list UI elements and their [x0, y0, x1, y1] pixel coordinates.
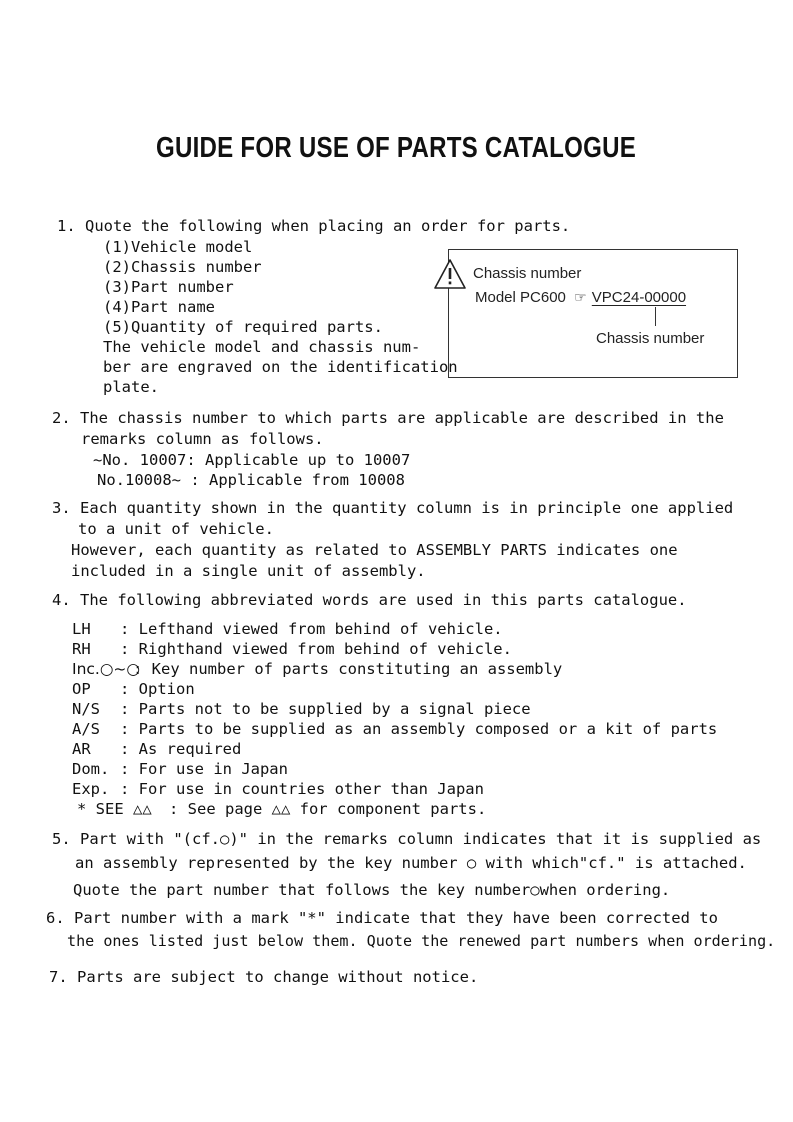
- list-item: [72, 739, 717, 759]
- pointing-hand-icon: ☞: [574, 290, 587, 306]
- abbrev-key: N/S: [72, 700, 100, 718]
- item-3-line-2: to a unit of vehicle.: [78, 520, 274, 538]
- plate-model-line: [475, 289, 686, 306]
- abbrev-desc: : For use in countries other than Japan: [120, 780, 484, 798]
- note-line: plate.: [103, 378, 159, 396]
- list-item: [72, 659, 717, 679]
- item-7-number: 7.: [49, 968, 68, 986]
- list-item: (3)Part number: [103, 278, 234, 296]
- warning-triangle-icon: [433, 257, 467, 291]
- item-1-number: 1.: [57, 217, 76, 235]
- list-item: (1)Vehicle model: [103, 238, 253, 256]
- abbrev-key: A/S: [72, 720, 100, 738]
- item-3-text: Each quantity shown in the quantity column is in principle one applied: [80, 499, 734, 517]
- abbrev-desc: : Lefthand viewed from behind of vehicle.: [120, 620, 503, 638]
- list-item: [72, 619, 717, 639]
- abbrev-key: Dom.: [72, 760, 110, 778]
- abbreviation-list: [72, 619, 717, 819]
- item-4-text: The following abbreviated words are used in this parts catalogue.: [80, 591, 687, 609]
- abbrev-key: * SEE △△: [77, 800, 152, 818]
- list-item: [72, 799, 717, 819]
- item-5-number: 5.: [52, 830, 71, 848]
- abbrev-key: AR: [72, 740, 91, 758]
- abbrev-desc: : Parts to be supplied as an assembly composed or a kit of parts: [120, 720, 718, 738]
- item-5-line-3: Quote the part number that follows the key number○when ordering.: [73, 881, 671, 899]
- item-6-line-1: [46, 908, 718, 928]
- page-title: GUIDE FOR USE OF PARTS CATALOGUE: [156, 132, 637, 164]
- plate-serial: VPC24-00000: [591, 289, 687, 306]
- item-1-list: [103, 237, 458, 397]
- item-7-line: [49, 967, 478, 987]
- item-3-number: 3.: [52, 499, 71, 517]
- item-3-line-1: [52, 498, 733, 518]
- item-6-line-2: the ones listed just below them. Quote the renewed part numbers when ordering.: [67, 932, 776, 950]
- item-2-example-1: ~No. 10007: Applicable up to 10007: [93, 451, 411, 469]
- note-line: ber are engraved on the identification: [103, 358, 458, 376]
- abbrev-key: LH: [72, 620, 91, 638]
- abbrev-key: Inc.○~○: [72, 660, 140, 678]
- list-item: [72, 779, 717, 799]
- list-item: [72, 759, 717, 779]
- item-4-line: [52, 590, 687, 610]
- item-5-line-1: [52, 829, 761, 849]
- abbrev-key: RH: [72, 640, 91, 658]
- item-3-line-4: included in a single unit of assembly.: [71, 562, 426, 580]
- item-5-text: Part with "(cf.○)" in the remarks column indicates that it is supplied as: [80, 830, 762, 848]
- list-item: (4)Part name: [103, 298, 215, 316]
- plate-model: Model PC600: [475, 289, 566, 306]
- abbrev-desc: : Parts not to be supplied by a signal piece: [120, 700, 531, 718]
- item-2-line-2: remarks column as follows.: [81, 430, 324, 448]
- abbrev-desc: : As required: [120, 740, 242, 758]
- abbrev-desc: : Righthand viewed from behind of vehicle.: [120, 640, 512, 658]
- item-1-text: [57, 216, 570, 236]
- list-item: (5)Quantity of required parts.: [103, 318, 383, 336]
- plate-heading: Chassis number: [473, 265, 582, 282]
- abbrev-desc: : Key number of parts constituting an assembly: [133, 660, 563, 678]
- item-2-number: 2.: [52, 409, 71, 427]
- item-1-instruction: Quote the following when placing an order for parts.: [85, 217, 571, 235]
- abbrev-desc: : See page △△ for component parts.: [169, 800, 487, 818]
- abbrev-key: OP: [72, 680, 91, 698]
- list-item: (2)Chassis number: [103, 258, 262, 276]
- abbrev-desc: : Option: [120, 680, 195, 698]
- item-2-text: The chassis number to which parts are applicable are described in the: [80, 409, 724, 427]
- item-2-line-1: [52, 408, 724, 428]
- list-item: [72, 719, 717, 739]
- item-6-text: Part number with a mark "*" indicate that they have been corrected to: [74, 909, 718, 927]
- item-5-line-2: an assembly represented by the key number ○ with which"cf." is attached.: [75, 854, 747, 872]
- note-line: The vehicle model and chassis num-: [103, 338, 421, 356]
- item-6-number: 6.: [46, 909, 65, 927]
- list-item: [72, 699, 717, 719]
- abbrev-desc: : For use in Japan: [120, 760, 288, 778]
- plate-callout: Chassis number: [596, 330, 705, 347]
- list-item: [72, 679, 717, 699]
- abbrev-key: Exp.: [72, 780, 110, 798]
- item-2-example-2: No.10008~ : Applicable from 10008: [97, 471, 405, 489]
- callout-line: [655, 307, 656, 326]
- item-3-line-3: However, each quantity as related to ASSEMBLY PARTS indicates one: [71, 541, 678, 559]
- item-7-text: Parts are subject to change without notice.: [77, 968, 479, 986]
- list-item: [72, 639, 717, 659]
- item-4-number: 4.: [52, 591, 71, 609]
